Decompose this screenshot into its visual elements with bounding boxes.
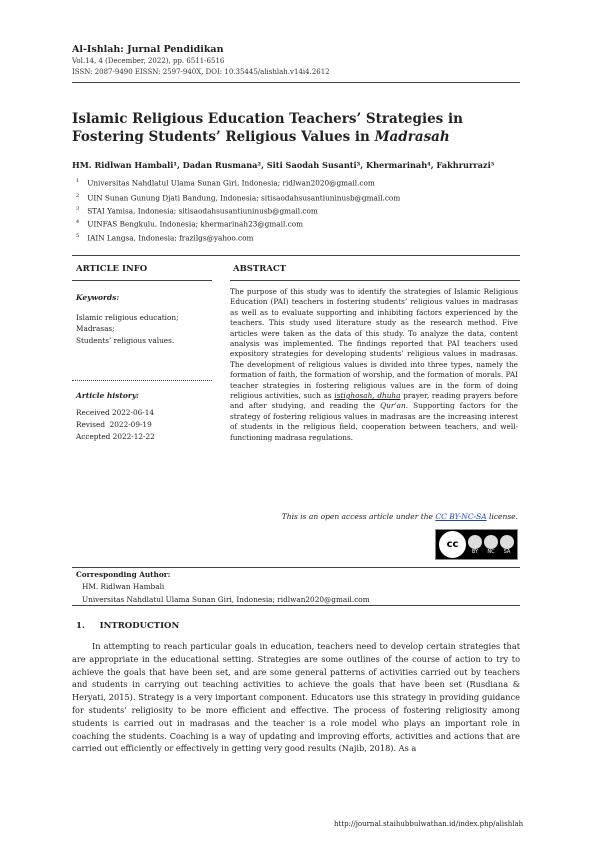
cc-icon: cc [439, 531, 466, 558]
corresponding-name: HM. Ridlwan Hambali [82, 582, 165, 591]
keyword-item: Islamic religious education; [76, 313, 179, 322]
header-rule [72, 82, 520, 83]
nc-icon: NC [484, 535, 498, 555]
volume-info: Vol.14, 4 (December, 2022), pp. 6511-6516 [72, 57, 225, 65]
keyword-item: Madrasas; [76, 324, 115, 333]
license-link[interactable]: CC BY-NC-SA [435, 512, 487, 521]
corresponding-detail: Universitas Nahdlatul Ulama Sunan Giri, Indonesia; ridlwan2020@gmail.com [82, 595, 370, 604]
abstract-body: The purpose of this study was to identify the strategies of Islamic Religious Education (PAI) teachers in fostering students’ religious values in madrasas as well as to evaluate supporting and inhibiting factors experienced by the teachers. This study used literature study as the research method. Five articles were taken as the data of this study. To analyze the data, content analysis was implemented. The findings reported that PAI teachers used expository strategies for developing students’ religious values in madrasas. The development of religious values is divided into three types, namely the formation of faith, the formation of worship, and the formation of morals. PAI teacher strategies in fostering religious values are in the form of doing religious activities, such as istighosah, dhuha prayer, reading prayers before and after studying, and reading the Qur’an. Supporting factors for the strategy of fostering religious values in madrasas are the increasing interest of students in the religious field, cooperation between teachers, and well-functioning madrasa regulations. [230, 287, 518, 442]
paper-title: Islamic Religious Education Teachers’ Strategies in Fostering Students’ Religious Values in Madrasah [72, 111, 463, 145]
history-accepted: Accepted 2022-12-22 [76, 432, 155, 441]
affiliation-4: $^4$ UINFAS Bengkulu, Indonesia; khermarinah23@gmail.com [76, 219, 304, 229]
corresponding-bottom-rule [72, 605, 520, 606]
history-label: Article history: [76, 391, 139, 400]
history-received: Received 2022-06-14 [76, 408, 155, 417]
by-icon: BY [468, 535, 482, 555]
author-list: HM. Ridlwan Hambali¹, Dadan Rusmana², Siti Saodah Susanti³, Khermarinah⁴, Fakhrurrazi⁵ [72, 160, 495, 170]
sa-icon: SA [500, 535, 514, 555]
issn-doi: ISSN: 2087-9490 EISSN: 2597-940X, DOI: 10.35445/alishlah.v14i4.2612 [72, 68, 330, 76]
corresponding-top-rule [72, 567, 520, 568]
history-rule [72, 380, 212, 381]
introduction-heading: 1. INTRODUCTION [76, 621, 180, 631]
journal-name: Al-Ishlah: Jurnal Pendidikan [72, 44, 224, 55]
corresponding-label: Corresponding Author: [76, 570, 171, 579]
article-info-rule [72, 280, 212, 281]
history-revised: Revised 2022-09-19 [76, 420, 152, 429]
section-top-rule [72, 255, 520, 256]
abstract-heading: ABSTRACT [233, 264, 286, 274]
affiliation-3: $^3$ STAI Yamisa, Indonesia; sitisaodahsusantiuninusb@gmail.com [76, 206, 318, 216]
cc-license-badge[interactable] [435, 529, 518, 560]
abstract-rule [230, 280, 520, 281]
article-info-heading: ARTICLE INFO [76, 264, 148, 274]
introduction-text: In attempting to reach particular goals in education, teachers need to develop certain strategies that are appropriate in the educational setting. Strategies are some outlines of the course of action to try to achieve the goals that have been set, and are some general patterns of activities carried out by teachers and students in carrying out teaching activities to achieve the goals that have been set (Rusdiana & Heryati, 2015). Strategy is a very important component. Educators use this strategy in providing guidance for students’ religiosity to be more efficient and effective. The process of fostering religiosity among students is carried out in madrasas and the teacher is a role model who plays an important role in coaching the students. Coaching is a way of updating and improving efforts, activities and actions that are carried out efficiently or effectively in getting very good results (Najib, 2018). As a [72, 641, 520, 754]
license-note: This is an open access article under the CC BY-NC-SA license. [281, 512, 518, 521]
keyword-item: Students’ religious values. [76, 336, 175, 345]
keywords-label: Keywords: [76, 293, 120, 302]
affiliation-1: $^1$ Universitas Nahdlatul Ulama Sunan Giri, Indonesia; ridlwan2020@gmail.com [76, 178, 375, 188]
affiliation-2: $^2$ UIN Sunan Gunung Djati Bandung, Indonesia; sitisaodahsusantiuninusb@gmail.com [76, 193, 401, 203]
affiliation-5: $^5$ IAIN Langsa, Indonesia; frazilgs@yahoo.com [76, 233, 254, 243]
journal-url[interactable]: http://journal.staihubbulwathan.id/index.php/alishlah [334, 820, 524, 828]
